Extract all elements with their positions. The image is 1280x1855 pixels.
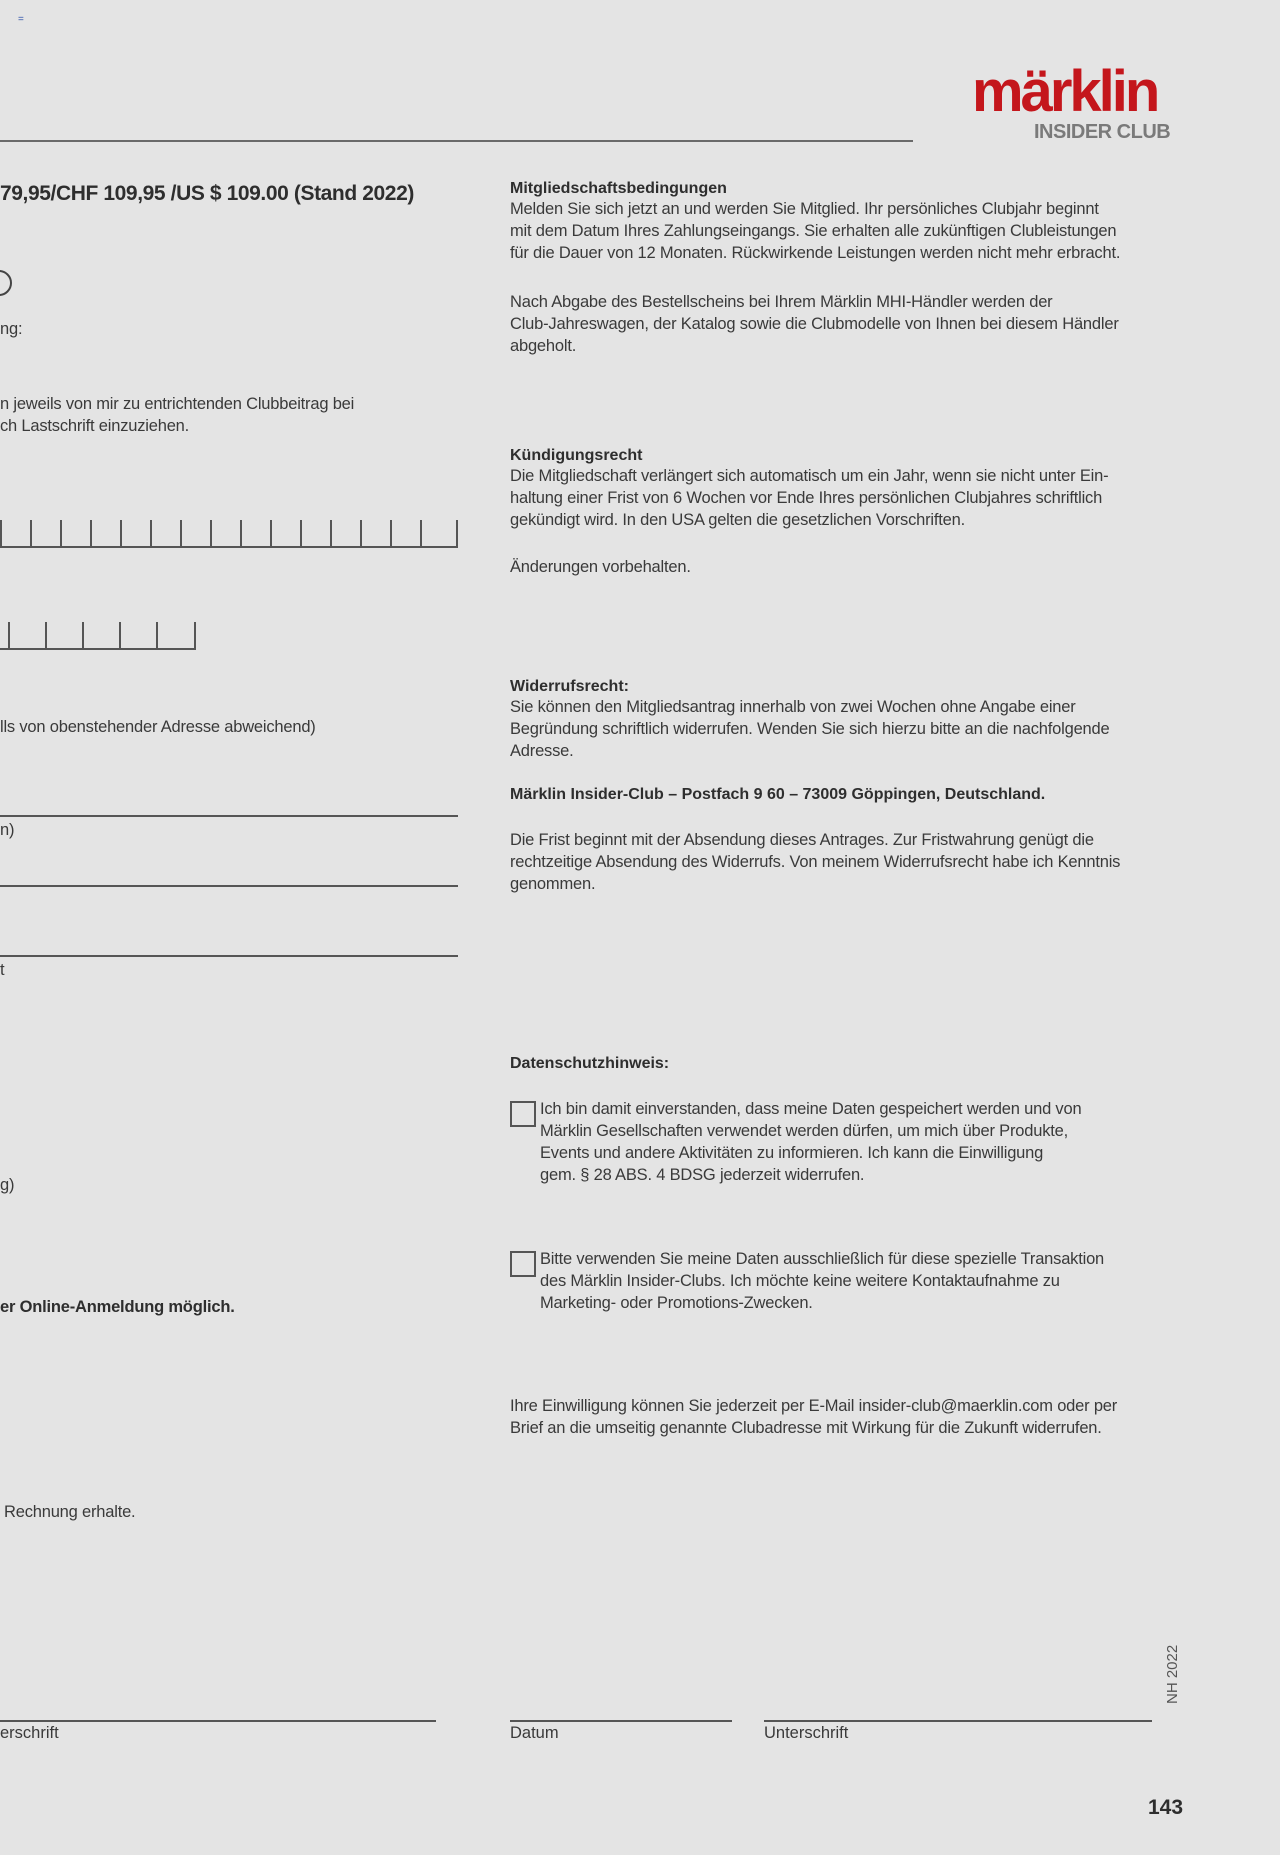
cancellation-line: haltung einer Frist von 6 Wochen vor Ende Ihres persönlichen Clubjahres schriftlich (510, 489, 1103, 507)
pickup-line: Nach Abgabe des Bestellscheins bei Ihrem Märklin MHI-Händler werden der (510, 293, 1053, 311)
cancellation-line: Die Mitgliedschaft verlängert sich automatisch um ein Jahr, wenn sie nicht unter Ein- (510, 467, 1109, 485)
cancellation-line: gekündigt wird. In den USA gelten die gesetzlichen Vorschriften. (510, 511, 965, 529)
deadline-line: Die Frist beginnt mit der Absendung dieses Antrages. Zur Fristwahrung genügt die (510, 831, 1094, 849)
pickup-paragraph (510, 291, 1170, 357)
pickup-line: Club-Jahreswagen, der Katalog sowie die Clubmodelle von Ihnen bei diesem Händler (510, 315, 1119, 333)
revocation-heading: Widerrufsrecht: (510, 678, 629, 695)
consent-transaction-line: Marketing- oder Promotions-Zwecken. (540, 1294, 813, 1312)
revocation-line: Begründung schriftlich widerrufen. Wenden Sie sich hierzu bitte an die nachfolgende (510, 720, 1110, 738)
revocation-section (510, 678, 1170, 762)
deadline-line: rechtzeitige Absendung des Widerrufs. Von meinem Widerrufsrecht habe ich Kenntnis (510, 853, 1121, 871)
consent-marketing-text (540, 1098, 1160, 1186)
pickup-line: abgeholt. (510, 337, 577, 355)
revocation-line: Adresse. (510, 742, 574, 760)
page-number: 143 (1148, 1796, 1184, 1819)
address-input-line-2[interactable] (0, 885, 458, 887)
price-line: 79,95/CHF 109,95 /US $ 109.00 (Stand 2022) (0, 182, 414, 205)
logo-brand: märklin (972, 59, 1158, 124)
maerklin-logo (972, 59, 1184, 143)
debit-text-line-1: n jeweils von mir zu entrichtenden Clubbeitrag bei (0, 395, 355, 413)
cancellation-section (510, 447, 1170, 531)
membership-conditions-line: Melden Sie sich jetzt an und werden Sie Mitglied. Ihr persönliches Clubjahr beginnt (510, 200, 1099, 218)
withdraw-consent-line: Ihre Einwilligung können Sie jederzeit per E-Mail insider-club@maerklin.com oder per (510, 1397, 1118, 1415)
deadline-line: genommen. (510, 875, 596, 893)
withdraw-consent-paragraph (510, 1395, 1170, 1439)
consent-transaction-only-checkbox[interactable] (510, 1251, 536, 1277)
label-fragment-ng: ng: (0, 320, 23, 338)
signature-input-line[interactable] (764, 1720, 1152, 1722)
label-fragment-t: t (0, 961, 5, 979)
date-input-line[interactable] (510, 1720, 732, 1722)
membership-conditions-heading: Mitgliedschaftsbedingungen (510, 180, 727, 197)
label-fragment-n: n) (0, 821, 15, 839)
debit-text-line-2: ch Lastschrift einzuziehen. (0, 417, 190, 435)
membership-conditions-line: mit dem Datum Ihres Zahlungseingangs. Sie erhalten alle zukünftigen Clubleistungen (510, 222, 1117, 240)
invoice-note: Rechnung erhalte. (4, 1503, 136, 1521)
logo-subtitle: INSIDER CLUB (1034, 121, 1171, 143)
consent-transaction-line: Bitte verwenden Sie meine Daten ausschließlich für diese spezielle Transaktion (540, 1250, 1105, 1268)
signature-line-left[interactable] (0, 1720, 436, 1722)
consent-transaction-only-text (540, 1248, 1160, 1314)
online-registration-note: er Online-Anmeldung möglich. (0, 1298, 235, 1316)
consent-marketing-line: gem. § 28 ABS. 4 BDSG jederzeit widerrufen. (540, 1166, 865, 1184)
membership-conditions-section (510, 180, 1170, 264)
consent-marketing-checkbox[interactable] (510, 1101, 536, 1127)
revocation-line: Sie können den Mitgliedsantrag innerhalb von zwei Wochen ohne Angabe einer (510, 698, 1076, 716)
corner-mark: = (18, 14, 24, 25)
address-input-line-1[interactable] (0, 815, 458, 817)
changes-reserved-note: Änderungen vorbehalten. (510, 558, 691, 576)
consent-marketing-line: Märklin Gesellschaften verwendet werden dürfen, um mich über Produkte, (540, 1122, 1069, 1140)
consent-marketing-line: Ich bin damit einverstanden, dass meine Daten gespeichert werden und von (540, 1100, 1082, 1118)
radio-option-icon[interactable] (0, 270, 12, 296)
withdraw-consent-line: Brief an die umseitig genannte Clubadresse mit Wirkung für die Zukunft widerrufen. (510, 1419, 1102, 1437)
signature-label-left: erschrift (0, 1724, 59, 1742)
date-label: Datum (510, 1724, 559, 1742)
privacy-heading: Datenschutzhinweis: (510, 1055, 670, 1072)
bic-input-field[interactable] (0, 620, 196, 650)
address-note: lls von obenstehender Adresse abweichend) (0, 718, 316, 736)
membership-conditions-line: für die Dauer von 12 Monaten. Rückwirkende Leistungen werden nicht mehr erbracht. (510, 244, 1121, 262)
form-code: NH 2022 (1164, 1644, 1181, 1704)
consent-transaction-line: des Märklin Insider-Clubs. Ich möchte keine weitere Kontaktaufnahme zu (540, 1272, 1060, 1290)
club-postal-address: Märklin Insider-Club – Postfach 9 60 – 73009 Göppingen, Deutschland. (510, 786, 1046, 803)
label-fragment-g: g) (0, 1176, 15, 1194)
consent-marketing-line: Events und andere Aktivitäten zu informieren. Ich kann die Einwilligung (540, 1144, 1044, 1162)
top-rule (0, 140, 913, 142)
iban-input-field[interactable] (0, 518, 458, 548)
deadline-paragraph (510, 829, 1170, 895)
signature-label: Unterschrift (764, 1724, 849, 1742)
address-input-line-3[interactable] (0, 955, 458, 957)
cancellation-heading: Kündigungsrecht (510, 447, 643, 464)
